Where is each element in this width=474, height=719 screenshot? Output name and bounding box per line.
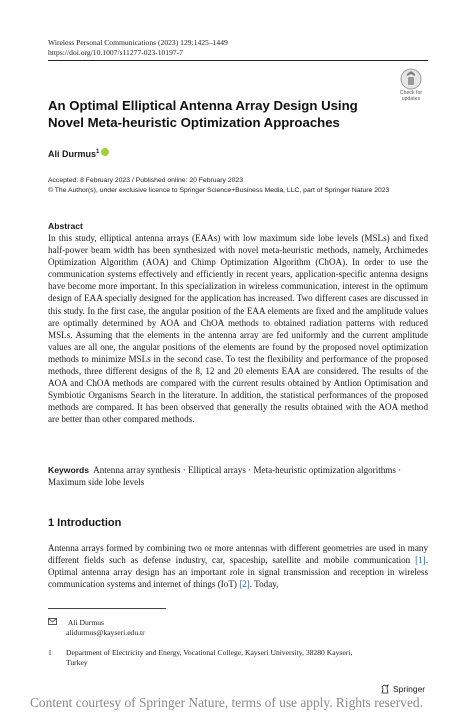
footnote-rule [48,608,166,609]
intro-paragraph [48,542,428,590]
contact-row [48,617,104,628]
copyright-line: © The Author(s), under exclusive licence to Springer Science+Business Media, LLC, part of Springer Nature 2023 [48,187,390,194]
keywords-block [48,464,428,488]
springer-horse-icon [380,684,390,694]
check-updates-line2: updates [401,96,421,102]
contact-name: Ali Durmus [67,618,104,627]
intro-text-3: . Today, [249,579,279,590]
check-updates-line1: Check for [399,90,423,96]
abstract-heading: Abstract [48,221,83,231]
intro-text-2: . Optimal antenna array design has an important role in signal transmission and reception in wireless communication systems and internet of things (IoT) [48,555,428,590]
publisher-name: Springer [393,684,426,694]
affiliation-number: 1 [48,648,52,657]
doi-link[interactable]: https://doi.org/10.1007/s11277-023-10197-7 [48,48,184,57]
envelope-icon [48,617,58,628]
check-for-updates-badge[interactable] [394,68,428,102]
intro-text-1: Antenna arrays formed by combining two or more antennas with different geometries are used in many different fields such as defense industry, car, spaceship, satellite and mobile communication [48,543,428,566]
section-heading: 1 Introduction [48,517,122,529]
orcid-icon[interactable] [101,148,109,156]
paper-title: An Optimal Elliptical Antenna Array Design Using Novel Meta-heuristic Optimization Approaches [48,98,358,130]
journal-citation: Wireless Personal Communications (2023) 129:1425–1449 [48,38,228,47]
author-line [48,148,109,159]
author-affiliation-sup: 1 [96,149,100,155]
author-name[interactable]: Ali Durmus [48,149,97,159]
check-updates-icon [400,68,422,90]
keywords-text: Antenna array synthesis · Elliptical arrays · Meta-heuristic optimization algorithms · Maximum side lobe levels [48,465,402,487]
citation-link-2[interactable]: [2] [239,579,250,590]
courtesy-notice: Content courtesy of Springer Nature, terms of use apply. Rights reserved. [30,695,423,710]
journal-header [48,38,228,58]
publication-dates [48,176,389,196]
citation-link-1[interactable]: [1] [415,555,426,566]
springer-logo [380,684,425,694]
dates-line: Accepted: 8 February 2023 / Published online: 20 February 2023 [48,177,243,184]
abstract-text: In this study, elliptical antenna arrays (EAAs) with low maximum side lobe levels (MSLs) and fixed half-power beam width has been synthesized with novel meta-heuristic methods, namely, Archimedes Optimization Algorithm (AOA) and Chimp Optimization Algorithm (ChOA). In order to use the communication systems effectively and efficiently in recent years, application-specific antenna designs have become more important. In this specialization in wireless communication, interest in the optimum design of EAA specially designed for the application has increased. Two different cases are discussed in this study. In the first case, the angular position of the EAA elements are fixed and the amplitude values are optimally determined by AOA and ChOA methods to obtained radiation patterns with reduced MSLs. Assuming that the elements in the antenna array are fed uniformly and the current amplitude values are all one, the angular positions of the elements are found by the proposed novel optimization methods to minimize MSLs in the second case. To test the flexibility and performance of the proposed methods, three different designs of the 8, 12 and 20 elements EAA are considered. The results of the AOA and ChOA methods are compared with the current results obtained by Antlion Optimisation and Symbiotic Organisms Search in the literature. In addition, the statistical performances of the proposed methods are compared. It has been observed that generally the results obtained with the AOA method are better than other compared methods. [48,233,428,425]
header-rule [48,60,428,61]
keywords-label: Keywords [48,465,90,475]
contact-email[interactable]: alidurmus@kayseri.edu.tr [66,628,145,637]
affiliation-text: Department of Electricity and Energy, Vocational College, Kayseri University, 38280 Kayseri, Turkey [66,648,353,667]
